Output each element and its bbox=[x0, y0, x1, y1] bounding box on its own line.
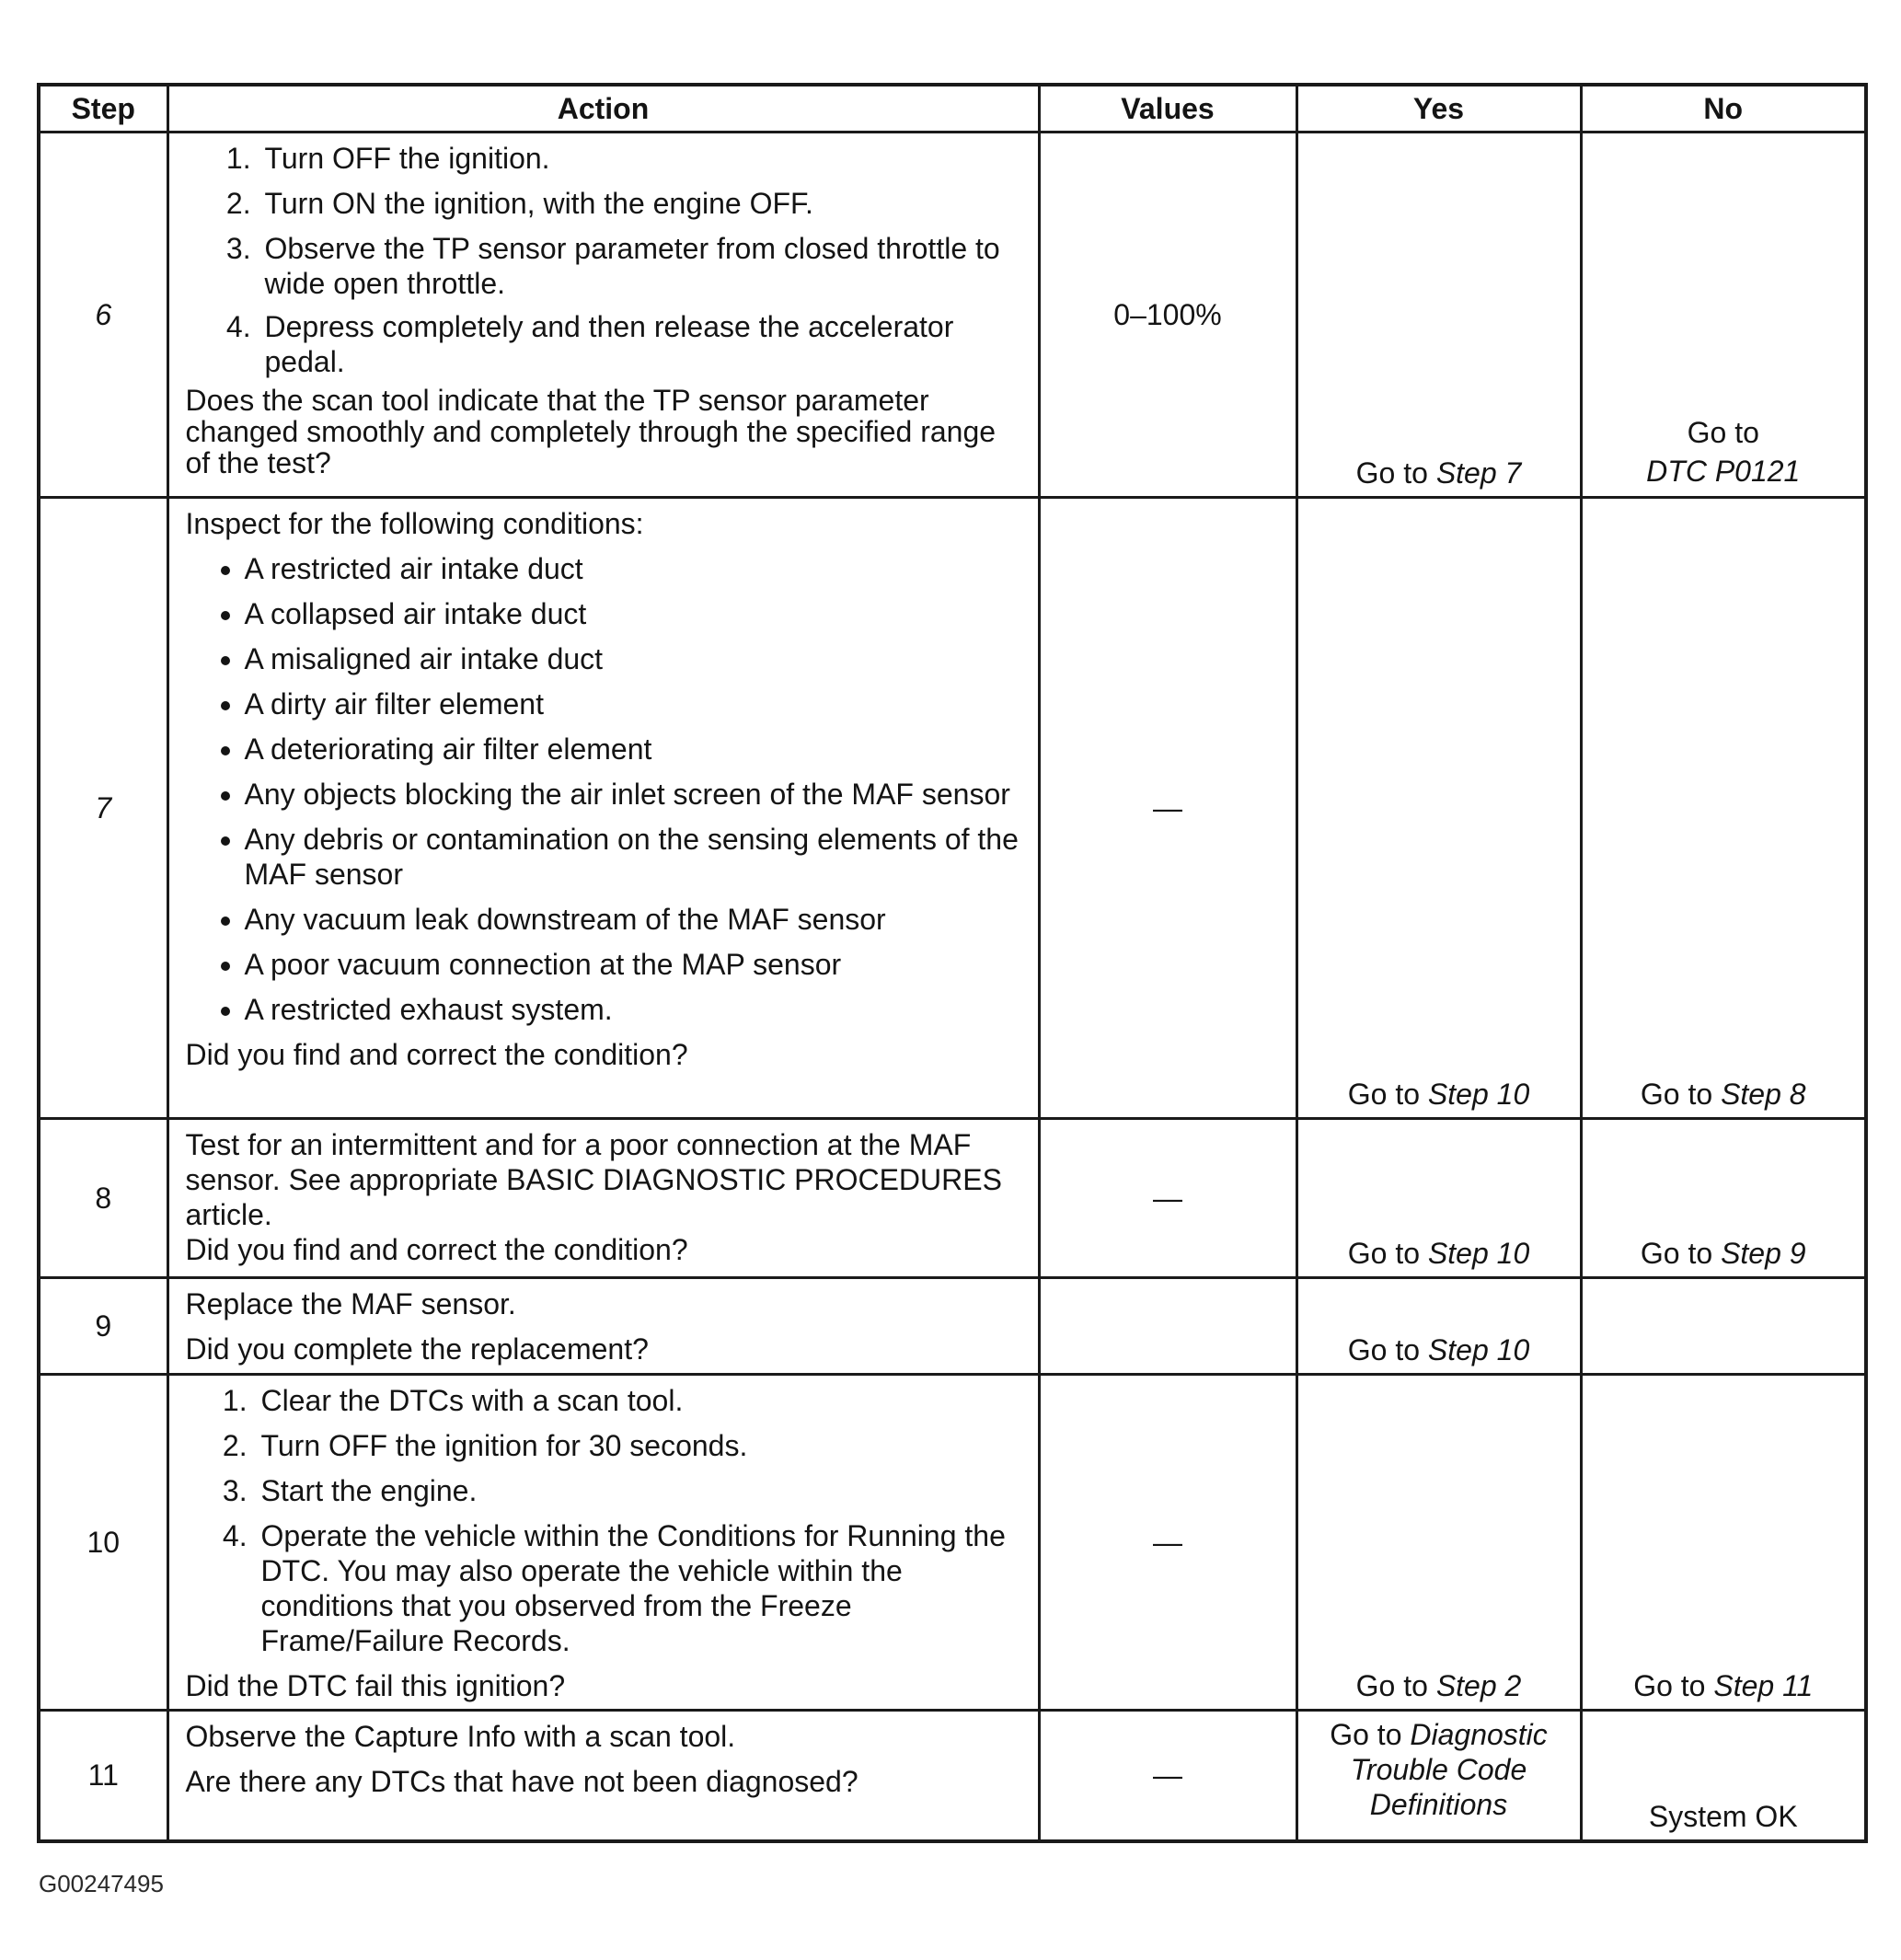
list-item: • A dirty air filter element bbox=[245, 686, 1029, 721]
no-target: Step 11 bbox=[1713, 1669, 1814, 1702]
table-row-step-8 bbox=[39, 1119, 1866, 1278]
header-yes: Yes bbox=[1296, 85, 1581, 133]
list-item: 2. Turn ON the ignition, with the engine OFF. bbox=[259, 186, 1029, 221]
list-item: • A restricted exhaust system. bbox=[245, 992, 1029, 1027]
list-item: • Any vacuum leak downstream of the MAF sensor bbox=[245, 902, 1029, 937]
question-text: Did you find and correct the condition? bbox=[185, 1038, 688, 1071]
list-item: • A collapsed air intake duct bbox=[245, 596, 1029, 631]
table-row-step-6 bbox=[39, 133, 1866, 498]
go-to-label: Go to bbox=[1347, 1333, 1421, 1366]
header-values: Values bbox=[1039, 85, 1296, 133]
action-cell bbox=[167, 1278, 1039, 1375]
yes-target: Step 10 bbox=[1427, 1078, 1530, 1111]
question-text: Are there any DTCs that have not been diagnosed? bbox=[185, 1765, 858, 1798]
list-item: 1. Clear the DTCs with a scan tool. bbox=[256, 1383, 1029, 1418]
action-cell bbox=[167, 1119, 1039, 1278]
action-text: Observe the Capture Info with a scan tool. bbox=[185, 1720, 736, 1753]
list-item: 2. Turn OFF the ignition for 30 seconds. bbox=[256, 1428, 1029, 1463]
intro-text: Inspect for the following conditions: bbox=[185, 507, 644, 540]
table-row-step-11 bbox=[39, 1711, 1866, 1841]
list-item: 3. Start the engine. bbox=[256, 1473, 1029, 1508]
yes-cell bbox=[1296, 1711, 1581, 1841]
list-item: • A deteriorating air filter element bbox=[245, 732, 1029, 767]
yes-cell bbox=[1296, 1278, 1581, 1375]
numbered-list bbox=[186, 141, 1029, 379]
diagnostic-table bbox=[37, 83, 1868, 1843]
header-action: Action bbox=[167, 85, 1039, 133]
header-no: No bbox=[1581, 85, 1866, 133]
list-item: 4. Depress completely and then release the accelerator pedal. bbox=[259, 309, 1029, 379]
question-text: Does the scan tool indicate that the TP sensor parameter changed smoothly and completely through the specified range of the test? bbox=[185, 384, 997, 479]
list-item: • Any objects blocking the air inlet screen of the MAF sensor bbox=[245, 777, 1029, 812]
table-row-step-9 bbox=[39, 1278, 1866, 1375]
values-cell: — bbox=[1039, 1711, 1296, 1841]
question-text: Did you find and correct the condition? bbox=[185, 1233, 688, 1266]
table-row-step-10 bbox=[39, 1375, 1866, 1711]
yes-target: Step 10 bbox=[1427, 1237, 1530, 1270]
question-text: Did the DTC fail this ignition? bbox=[185, 1669, 566, 1702]
list-item: 4. Operate the vehicle within the Conditions for Running the DTC. You may also operate the vehicle within the conditions that you observed from the Freeze Frame/Failure Records. bbox=[256, 1518, 1029, 1658]
yes-target: Step 10 bbox=[1427, 1333, 1530, 1366]
step-number: 10 bbox=[39, 1375, 167, 1711]
header-step: Step bbox=[39, 85, 167, 133]
go-to-label: Go to bbox=[1640, 1078, 1713, 1111]
yes-cell bbox=[1296, 1375, 1581, 1711]
no-target: Step 9 bbox=[1721, 1237, 1806, 1270]
go-to-label: Go to bbox=[1633, 1669, 1706, 1702]
list-item: • A misaligned air intake duct bbox=[245, 641, 1029, 676]
yes-cell bbox=[1296, 1119, 1581, 1278]
action-cell bbox=[167, 1711, 1039, 1841]
yes-target: Diagnostic Trouble Code Definitions bbox=[1350, 1718, 1548, 1821]
yes-cell bbox=[1296, 133, 1581, 498]
list-item: • Any debris or contamination on the sensing elements of the MAF sensor bbox=[245, 822, 1029, 892]
numbered-list bbox=[186, 1383, 1029, 1658]
action-cell bbox=[167, 1375, 1039, 1711]
go-to-label: Go to bbox=[1687, 416, 1759, 449]
values-cell: — bbox=[1039, 1119, 1296, 1278]
bullet-list bbox=[186, 551, 1029, 1027]
step-number: 11 bbox=[39, 1711, 167, 1841]
no-target: DTC P0121 bbox=[1646, 455, 1801, 488]
step-number: 6 bbox=[39, 133, 167, 498]
yes-target: Step 2 bbox=[1435, 1669, 1522, 1702]
action-cell bbox=[167, 498, 1039, 1119]
figure-id: G00247495 bbox=[39, 1870, 164, 1897]
step-number: 7 bbox=[39, 498, 167, 1119]
action-text: Test for an intermittent and for a poor connection at the MAF sensor. See appropriate BASIC DIAGNOSTIC PROCEDURES article. bbox=[185, 1128, 1002, 1231]
go-to-label: Go to bbox=[1640, 1237, 1713, 1270]
go-to-label: Go to bbox=[1330, 1718, 1402, 1751]
list-item: • A restricted air intake duct bbox=[245, 551, 1029, 586]
no-cell: System OK bbox=[1581, 1711, 1866, 1841]
values-cell: 0–100% bbox=[1039, 133, 1296, 498]
no-cell bbox=[1581, 1375, 1866, 1711]
question-text: Did you complete the replacement? bbox=[185, 1332, 649, 1366]
step-number: 8 bbox=[39, 1119, 167, 1278]
no-cell bbox=[1581, 1119, 1866, 1278]
yes-cell bbox=[1296, 498, 1581, 1119]
step-number: 9 bbox=[39, 1278, 167, 1375]
action-text: Replace the MAF sensor. bbox=[185, 1287, 516, 1320]
header-row bbox=[39, 85, 1866, 133]
values-cell bbox=[1039, 1278, 1296, 1375]
no-cell bbox=[1581, 498, 1866, 1119]
table-row-step-7 bbox=[39, 498, 1866, 1119]
go-to-label: Go to bbox=[1355, 456, 1428, 490]
values-cell: — bbox=[1039, 498, 1296, 1119]
list-item: 3. Observe the TP sensor parameter from closed throttle to wide open throttle. bbox=[259, 231, 1029, 301]
no-cell bbox=[1581, 1278, 1866, 1375]
yes-target: Step 7 bbox=[1435, 456, 1522, 490]
go-to-label: Go to bbox=[1355, 1669, 1428, 1702]
values-cell: — bbox=[1039, 1375, 1296, 1711]
no-cell bbox=[1581, 133, 1866, 498]
list-item: 1. Turn OFF the ignition. bbox=[259, 141, 1029, 176]
list-item: • A poor vacuum connection at the MAP sensor bbox=[245, 947, 1029, 982]
no-target: Step 8 bbox=[1721, 1078, 1806, 1111]
action-cell bbox=[167, 133, 1039, 498]
go-to-label: Go to bbox=[1347, 1237, 1421, 1270]
go-to-label: Go to bbox=[1347, 1078, 1421, 1111]
